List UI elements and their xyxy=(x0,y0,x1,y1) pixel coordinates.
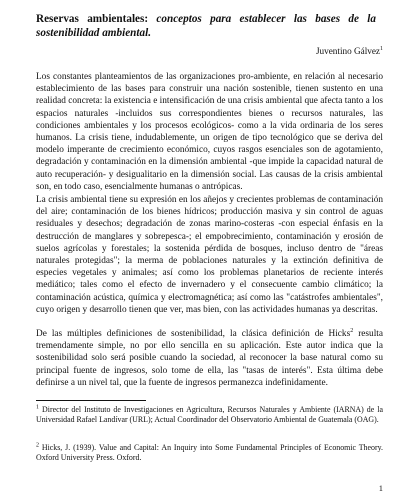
footnote-2-text: Hicks, J. (1939). Value and Capital: An Inquiry into Some Fundamental Principles of Economic Theory. Oxford University Press. Oxford. xyxy=(36,443,383,463)
title-bold-part: Reservas ambientales: xyxy=(36,13,157,25)
paragraph-2: La crisis ambiental tiene su expresión en los añejos y crecientes problemas de contaminación del aire; contaminación de los bienes hídricos; producción masiva y sin control de aguas residuales y desechos; degradación de zonas marino-costeras -con especial énfasis en la destrucción de manglares y sobrepesca-; el empobrecimiento, contaminación y erosión de suelos agrícolas y forestales; la sostenida pérdida de bosques, incluso dentro de "áreas naturales protegidas"; la merma de poblaciones naturales y la extinción definitiva de especies vegetales y animales; así como los problemas planetarios de reciente interés mediático; tales como el efecto de invernadero y el consecuente cambio climático; la contaminación acústica, química y electromagnética; así como las "catástrofes ambientales", cuyo origen y desarrollo tienen que ver, mas bien, con las actividades humanas ya descritas. xyxy=(36,195,383,315)
paragraph-1: Los constantes planteamientos de las organizaciones pro-ambiente, en relación al necesario establecimiento de las bases para construir una nación sostenible, tienen sustento en una realidad concreta: la existencia e intensificación de una crisis ambiental que afecta tanto a los espacios naturales -incluidos sus correspondientes bienes o recursos naturales, las condiciones ambientales y los procesos ecológicos- como a la vida ordinaria de los seres humanos. La crisis tiene, indudablemente, un origen de tipo tecnológico que se deriva del modelo imperante de crecimiento económico, cuyos rasgos esenciales son de agotamiento, degradación y contaminación en la dimensión ambiental -que impide la capacidad natural de auto recuperación- y desigualitario en la dimensión social. Las causas de la crisis ambiental son, en todo caso, esencialmente humanas o antrópicas. xyxy=(36,72,383,192)
footnote-separator xyxy=(36,400,146,401)
footnote-2-mark: 2 xyxy=(36,442,39,449)
footnote-1-text: Director del Instituto de Investigaciones en Agricultura, Recursos Naturales y Ambiente (IARNA) de la Universidad Rafael Landívar (URL); Actual Coordinador del Observatorio Ambiental de Guatemala (OAG). xyxy=(36,405,383,425)
title-italic-part: conceptos para establecer las bases de la sostenibilidad ambiental. xyxy=(36,13,376,39)
paragraph-3 xyxy=(36,328,383,389)
footnote-2 xyxy=(36,443,383,464)
paragraph-3-text-before: De las múltiples definiciones de sostenibilidad, la clásica definición de Hicks xyxy=(36,329,351,339)
author-line xyxy=(316,45,383,57)
footnote-1-mark: 1 xyxy=(36,404,39,411)
document-title xyxy=(36,12,376,40)
paragraph-3-text-after: resulta tremendamente simple, no por ello sencilla en su aplicación. Este autor indica que la sostenibilidad solo será posible cuando la sociedad, al reconocer la base natural como su principal fuente de ingresos, solo tome de ella, las "tasas de interés". Esta última debe definirse a un nivel tal, que la fuente de ingresos permanezca indefinidamente. xyxy=(36,329,383,388)
author-name: Juventino Gálvez xyxy=(315,46,380,56)
author-footnote-mark[interactable]: 1 xyxy=(380,45,383,52)
footnote-1 xyxy=(36,405,383,426)
page-number: 1 xyxy=(378,483,383,493)
hicks-footnote-mark[interactable]: 2 xyxy=(350,327,354,334)
